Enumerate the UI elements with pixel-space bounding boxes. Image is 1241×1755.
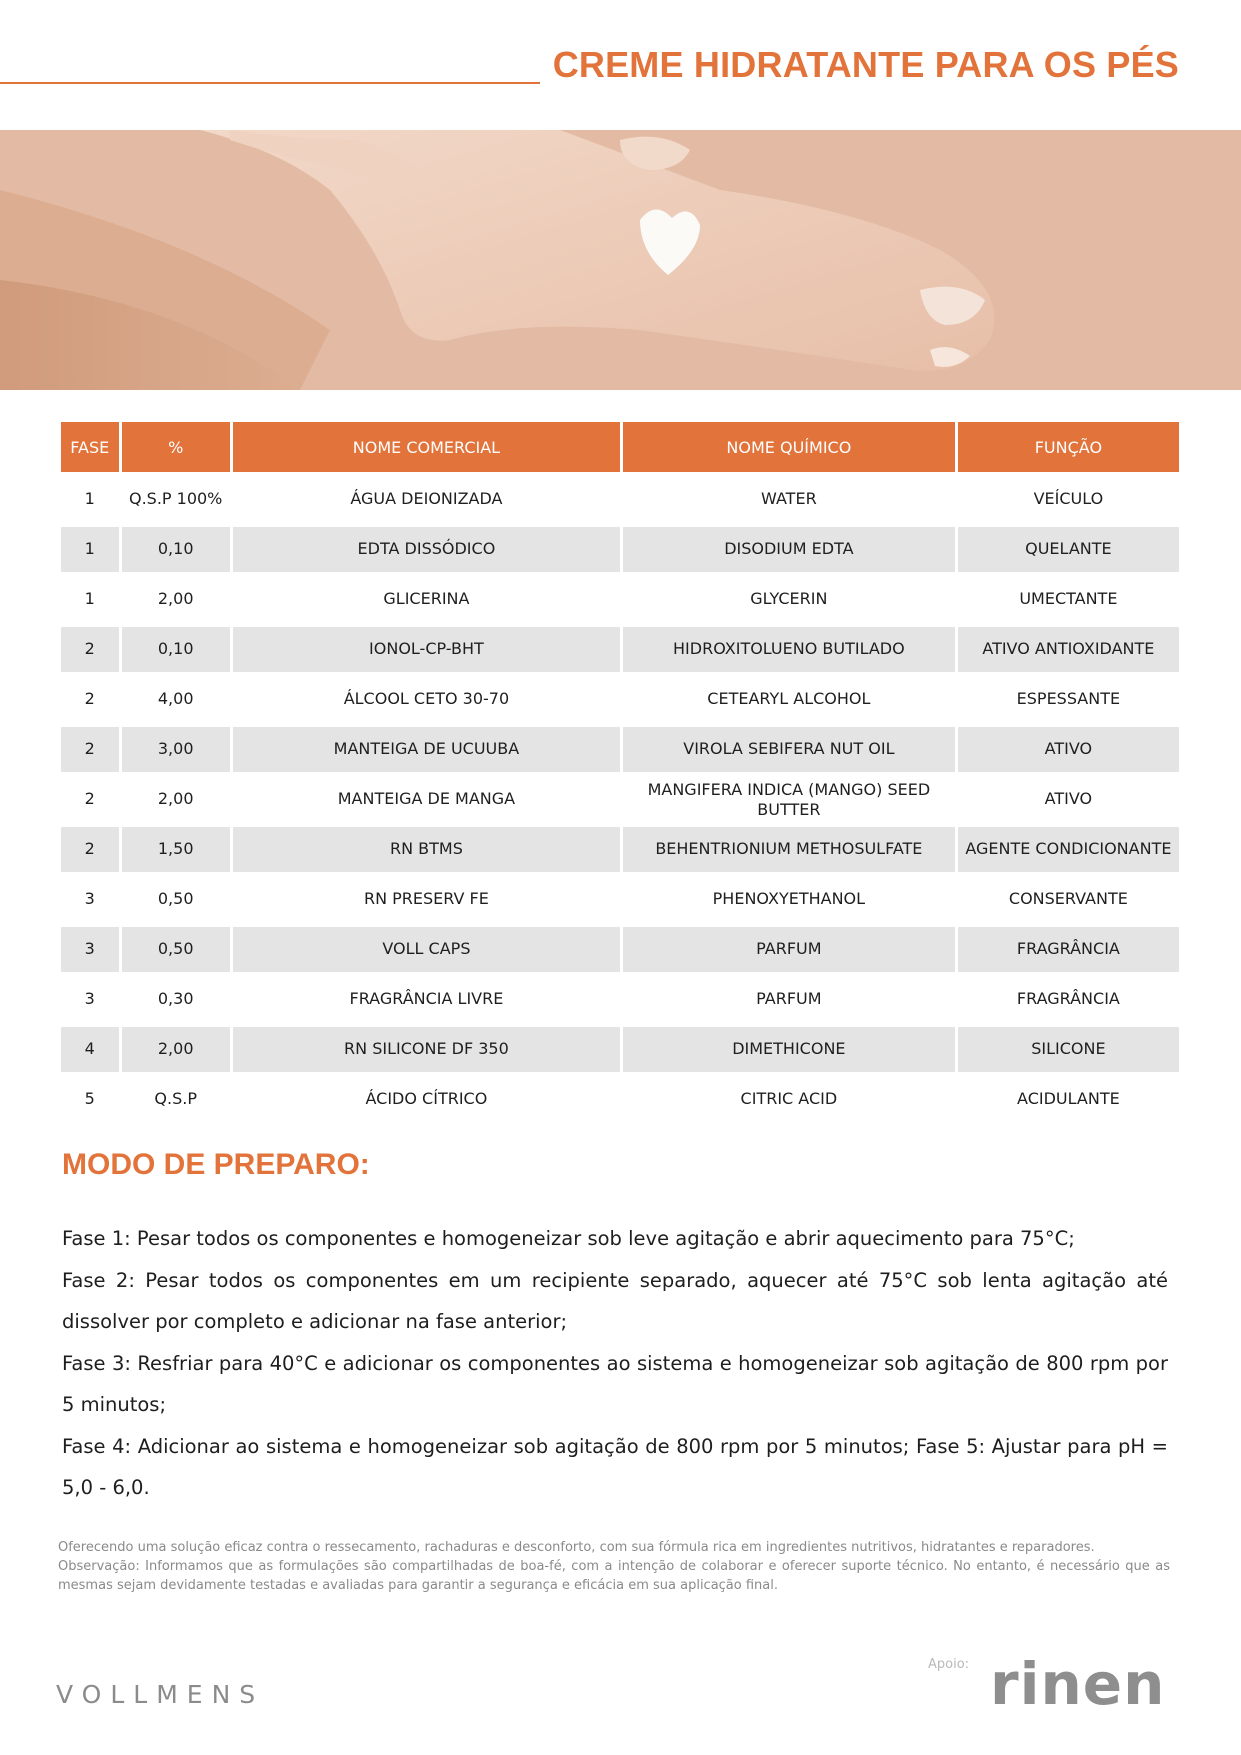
preparation-step: Fase 3: Resfriar para 40°C e adicionar os componentes ao sistema e homogeneizar sob agitação de 800 rpm por 5 minutos;	[62, 1351, 1168, 1416]
cell-fase: 2	[61, 777, 119, 827]
cell-nome-comercial: MANTEIGA DE MANGA	[233, 777, 620, 827]
table-row	[61, 977, 1179, 1027]
formula-table	[58, 422, 1182, 1127]
header-nome-comercial: NOME COMERCIAL	[233, 422, 620, 477]
header-funcao: FUNÇÃO	[958, 422, 1179, 477]
hero-image	[0, 130, 1241, 390]
cell-nome-comercial: RN PRESERV FE	[233, 877, 620, 927]
table-row	[61, 577, 1179, 627]
cell-percent: 0,50	[122, 927, 230, 977]
cell-fase: 1	[61, 527, 119, 577]
cell-percent: 0,10	[122, 627, 230, 677]
cell-funcao: ATIVO	[958, 727, 1179, 777]
cell-nome-quimico: PARFUM	[623, 977, 955, 1027]
vollmens-logo: VOLLMENS	[56, 1680, 265, 1709]
cell-nome-comercial: RN SILICONE DF 350	[233, 1027, 620, 1077]
header-nome-quimico: NOME QUÍMICO	[623, 422, 955, 477]
cell-percent: 2,00	[122, 777, 230, 827]
cell-fase: 2	[61, 627, 119, 677]
document-title: CREME HIDRATANTE PARA OS PÉS	[552, 44, 1179, 85]
cell-percent: 2,00	[122, 577, 230, 627]
table-row	[61, 927, 1179, 977]
cell-nome-quimico: DISODIUM EDTA	[623, 527, 955, 577]
table-row	[61, 777, 1179, 827]
table-row	[61, 627, 1179, 677]
cell-funcao: FRAGRÂNCIA	[958, 977, 1179, 1027]
cell-funcao: ACIDULANTE	[958, 1077, 1179, 1127]
cell-nome-quimico: CETEARYL ALCOHOL	[623, 677, 955, 727]
cell-nome-comercial: ÁCIDO CÍTRICO	[233, 1077, 620, 1127]
preparation-steps	[62, 1218, 1168, 1509]
table-row	[61, 1027, 1179, 1077]
cell-percent: 3,00	[122, 727, 230, 777]
cell-funcao: UMECTANTE	[958, 577, 1179, 627]
cell-funcao: VEÍCULO	[958, 477, 1179, 527]
cell-fase: 1	[61, 477, 119, 527]
cell-nome-comercial: RN BTMS	[233, 827, 620, 877]
cell-nome-quimico: BEHENTRIONIUM METHOSULFATE	[623, 827, 955, 877]
cell-percent: 4,00	[122, 677, 230, 727]
cell-percent: Q.S.P	[122, 1077, 230, 1127]
cell-funcao: ESPESSANTE	[958, 677, 1179, 727]
footnote-disclaimer: Observação: Informamos que as formulações são compartilhadas de boa-fé, com a intenção de colaborar e oferecer suporte técnico. No entanto, é necessário que as mesmas sejam devidamente testadas e avaliadas para garantir a segurança e eficácia em sua aplicação final.	[58, 1559, 1170, 1593]
cell-fase: 5	[61, 1077, 119, 1127]
cell-nome-quimico: PARFUM	[623, 927, 955, 977]
preparation-heading: MODO DE PREPARO:	[62, 1148, 370, 1181]
table-row	[61, 827, 1179, 877]
cell-fase: 3	[61, 877, 119, 927]
cell-funcao: ATIVO ANTIOXIDANTE	[958, 627, 1179, 677]
foot-cream-photo-icon	[0, 130, 1241, 390]
cell-fase: 2	[61, 677, 119, 727]
cell-nome-comercial: VOLL CAPS	[233, 927, 620, 977]
footnote	[58, 1538, 1170, 1595]
cell-percent: Q.S.P 100%	[122, 477, 230, 527]
footnote-description: Oferecendo uma solução eficaz contra o ressecamento, rachaduras e desconforto, com sua fórmula rica em ingredientes nutritivos, hidratantes e reparadores.	[58, 1540, 1095, 1555]
cell-nome-quimico: HIDROXITOLUENO BUTILADO	[623, 627, 955, 677]
cell-fase: 3	[61, 927, 119, 977]
cell-fase: 3	[61, 977, 119, 1027]
header-rule	[0, 82, 540, 84]
header-percent: %	[122, 422, 230, 477]
cell-percent: 0,50	[122, 877, 230, 927]
table-row	[61, 677, 1179, 727]
cell-nome-quimico: PHENOXYETHANOL	[623, 877, 955, 927]
table-row	[61, 527, 1179, 577]
cell-nome-quimico: VIROLA SEBIFERA NUT OIL	[623, 727, 955, 777]
cell-percent: 2,00	[122, 1027, 230, 1077]
cell-fase: 2	[61, 827, 119, 877]
preparation-step: Fase 1: Pesar todos os componentes e homogeneizar sob leve agitação e abrir aquecimento para 75°C;	[62, 1227, 1075, 1250]
cell-fase: 1	[61, 577, 119, 627]
preparation-step: Fase 4: Adicionar ao sistema e homogeneizar sob agitação de 800 rpm por 5 minutos; Fase 5: Ajustar para pH = 5,0 - 6,0.	[62, 1434, 1168, 1499]
cell-nome-quimico: MANGIFERA INDICA (MANGO) SEED BUTTER	[623, 777, 955, 827]
header-fase: FASE	[61, 422, 119, 477]
cell-nome-quimico: DIMETHICONE	[623, 1027, 955, 1077]
cell-nome-comercial: EDTA DISSÓDICO	[233, 527, 620, 577]
cell-funcao: AGENTE CONDICIONANTE	[958, 827, 1179, 877]
cell-percent: 0,10	[122, 527, 230, 577]
cell-percent: 0,30	[122, 977, 230, 1027]
cell-percent: 1,50	[122, 827, 230, 877]
cell-funcao: QUELANTE	[958, 527, 1179, 577]
support-label: Apoio:	[928, 1657, 970, 1672]
table-row	[61, 727, 1179, 777]
cell-funcao: ATIVO	[958, 777, 1179, 827]
cell-fase: 4	[61, 1027, 119, 1077]
cell-funcao: FRAGRÂNCIA	[958, 927, 1179, 977]
cell-nome-comercial: GLICERINA	[233, 577, 620, 627]
table-header-row	[61, 422, 1179, 477]
cell-nome-comercial: IONOL-CP-BHT	[233, 627, 620, 677]
table-row	[61, 1077, 1179, 1127]
cell-nome-comercial: MANTEIGA DE UCUUBA	[233, 727, 620, 777]
cell-nome-comercial: ÁGUA DEIONIZADA	[233, 477, 620, 527]
cell-nome-comercial: ÁLCOOL CETO 30-70	[233, 677, 620, 727]
rinen-logo: rinen	[990, 1650, 1166, 1718]
table-row	[61, 877, 1179, 927]
cell-nome-quimico: WATER	[623, 477, 955, 527]
table-row	[61, 477, 1179, 527]
preparation-step: Fase 2: Pesar todos os componentes em um recipiente separado, aquecer até 75°C sob lenta agitação até dissolver por completo e adicionar na fase anterior;	[62, 1268, 1168, 1333]
cell-funcao: CONSERVANTE	[958, 877, 1179, 927]
cell-nome-comercial: FRAGRÂNCIA LIVRE	[233, 977, 620, 1027]
cell-nome-quimico: GLYCERIN	[623, 577, 955, 627]
cell-funcao: SILICONE	[958, 1027, 1179, 1077]
cell-fase: 2	[61, 727, 119, 777]
cell-nome-quimico: CITRIC ACID	[623, 1077, 955, 1127]
